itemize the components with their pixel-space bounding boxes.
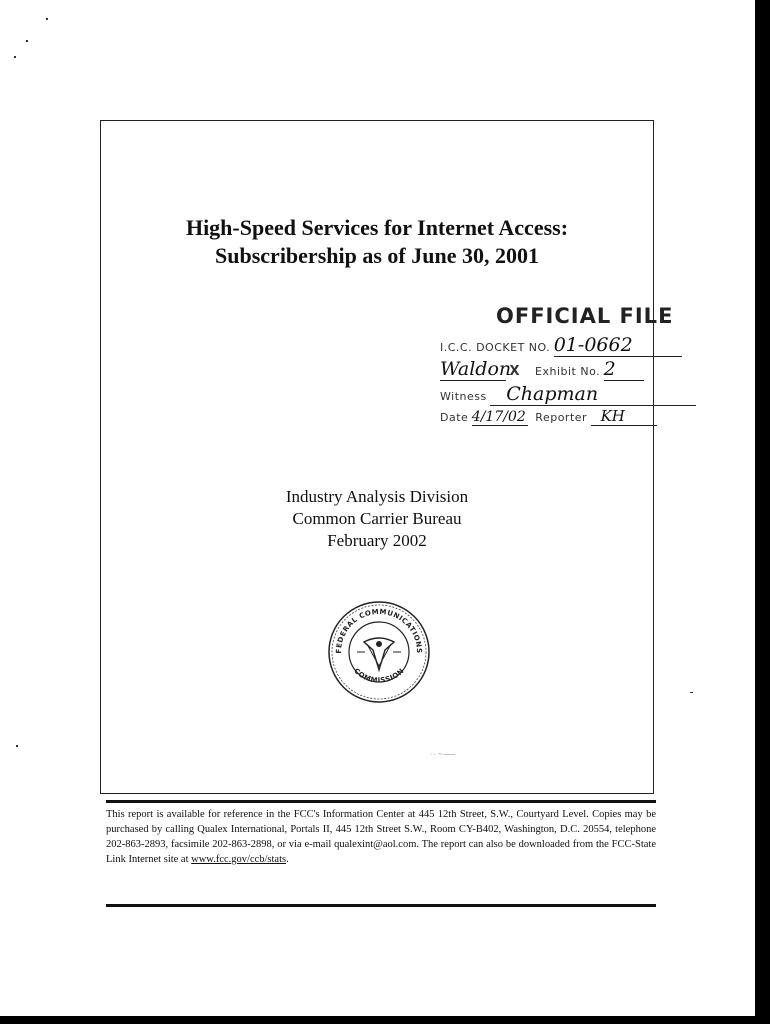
issuer-block (100, 486, 654, 552)
availability-suffix: . (286, 854, 289, 865)
seal-bottom-text: COMMISSION (352, 666, 406, 685)
fcc-seal-icon (327, 600, 431, 704)
seal-top-text: FEDERAL COMMUNICATIONS (334, 607, 424, 654)
party-value: Waldon (440, 358, 512, 380)
title-line-2: Subscribership as of June 30, 2001 (215, 243, 539, 268)
title-line-1: High-Speed Services for Internet Access: (185, 215, 569, 240)
scan-edge-bottom (0, 1016, 770, 1024)
exhibit-value: 2 (604, 358, 644, 381)
reporter-value: KH (591, 407, 657, 426)
docket-value: 01-0662 (554, 334, 682, 357)
stamp-header: OFFICIAL FILE (496, 304, 674, 328)
stamp-docket-row (440, 334, 682, 357)
witness-value: Chapman (490, 383, 696, 406)
availability-text: This report is available for reference in the FCC's Information Center at 445 12th Street, S.W., Courtyard Level. Copies may be purchased by calling Qualex International, Portals II, 445 12th Street S.W., Room CY-B402, Washington, D.C. 20554, telephone 202-863-2893, facsimile 202-863-2898, or via e-mail qualexint@aol.com. The report can also be downloaded from the FCC-State Link Internet site at (106, 809, 656, 865)
fcc-stats-link[interactable]: www.fcc.gov/ccb/stats (191, 854, 287, 865)
witness-label: Witness (440, 390, 487, 403)
reporter-label: Reporter (535, 411, 588, 424)
footer-rule-bottom (106, 904, 656, 907)
availability-note (106, 807, 656, 867)
document-title (100, 214, 654, 270)
stamp-date-row (440, 407, 657, 426)
exhibit-label: Exhibit No. (535, 365, 601, 378)
stamp-witness-row (440, 383, 696, 406)
party-mark: X (509, 364, 520, 379)
publication-date: February 2002 (327, 531, 427, 550)
footer-rule-top (106, 800, 656, 803)
date-label: Date (440, 411, 469, 424)
scan-mark: · · ~ —— (430, 752, 456, 758)
date-value: 4/17/02 (472, 409, 528, 426)
docket-label: I.C.C. DOCKET NO. (440, 341, 551, 354)
stamp-party-row (440, 358, 644, 381)
scan-edge-right (755, 0, 770, 1024)
official-file-stamp (440, 300, 700, 440)
division-name: Industry Analysis Division (285, 487, 469, 506)
bureau-name: Common Carrier Bureau (292, 509, 462, 528)
